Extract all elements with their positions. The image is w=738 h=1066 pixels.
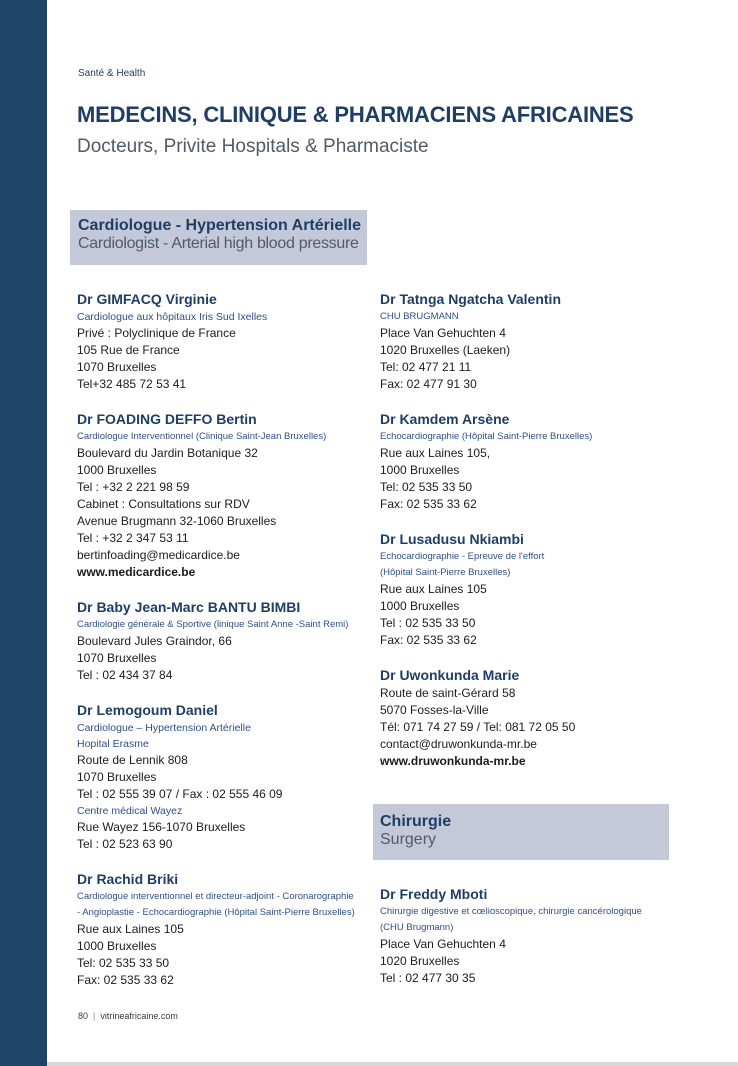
doctor-detail: Fax: 02 535 33 62 [77,973,174,987]
doctor-specialty: Echocardiographie - Epreuve de l'effort [380,551,545,562]
doctor-detail: Place Van Gehuchten 4 [380,937,506,951]
category-title: Cardiologue - Hypertension Artérielle [78,217,362,234]
doctor-detail: Cabinet : Consultations sur RDV [77,497,250,511]
doctor-detail: 1020 Bruxelles [380,954,460,968]
doctor-detail: 1000 Bruxelles [380,599,460,613]
doctor-detail: Rue aux Laines 105 [77,922,184,936]
doctor-specialty: Cardiologue interventionnel et directeur-adjoint - Coronarographie [77,891,354,902]
doctor-specialty: Hopital Erasme [77,738,149,750]
doctor-detail: Privé : Polyclinique de France [77,326,236,340]
page-number: 80 [78,1011,89,1021]
doctor-detail: Place Van Gehuchten 4 [380,326,506,340]
page-title: MEDECINS, CLINIQUE & PHARMACIENS AFRICAINES [77,102,634,127]
doctor-detail: Tel : 02 535 33 50 [380,616,476,630]
doctor-name: Dr Rachid Briki [77,871,179,887]
doctor-detail: contact@druwonkunda-mr.be [380,737,537,751]
doctor-detail: 1070 Bruxelles [77,360,157,374]
doctor-specialty: Cardiologie générale & Sportive (linique Saint Anne -Saint Remi) [77,619,349,630]
doctor-detail: Rue Wayez 156-1070 Bruxelles [77,820,246,834]
doctor-specialty: CHU BRUGMANN [380,311,459,322]
doctor-detail: Tél: 071 74 27 59 / Tel: 081 72 05 50 [380,720,576,734]
doctor-entry [380,289,680,393]
doctor-detail: 1070 Bruxelles [77,651,157,665]
doctor-specialty: (Hôpital Saint-Pierre Bruxelles) [380,567,511,578]
doctor-name: Dr Kamdem Arsène [380,411,510,427]
doctor-name: Dr GIMFACQ Virginie [77,291,217,307]
doctor-specialty: Centre médical Wayez [77,805,183,817]
category-subtitle: Surgery [380,831,437,848]
doctor-entry [77,289,377,393]
doctor-detail: 1000 Bruxelles [77,463,157,477]
doctor-detail: Fax: 02 535 33 62 [380,633,477,647]
doctor-list-surgery [380,884,680,1003]
doctor-detail: Tel : 02 523 63 90 [77,837,173,851]
doctor-specialty: Cardiologue aux hôpitaux Iris Sud Ixelles [77,311,268,323]
footer-site: vitrineafricaine.com [100,1011,178,1021]
doctor-name: Dr Lusadusu Nkiambi [380,531,524,547]
doctor-detail: Fax: 02 535 33 62 [380,497,477,511]
doctor-name: Dr Freddy Mboti [380,886,488,902]
doctor-detail: Route de Lennik 808 [77,753,188,767]
doctor-detail: 1000 Bruxelles [380,463,460,477]
side-bar [0,0,47,1066]
doctor-detail: Rue aux Laines 105 [380,582,487,596]
doctor-detail: 1070 Bruxelles [77,770,157,784]
doctor-detail: Route de saint-Gérard 58 [380,686,516,700]
doctor-detail: Boulevard Jules Graindor, 66 [77,634,232,648]
doctor-detail: Tel : 02 555 39 07 / Fax : 02 555 46 09 [77,787,283,801]
doctor-detail: Avenue Brugmann 32-1060 Bruxelles [77,514,277,528]
doctor-entry [77,409,377,581]
doctor-detail: Boulevard du Jardin Botanique 32 [77,446,258,460]
category-subtitle: Cardiologist - Arterial high blood pressure [78,235,359,252]
doctor-detail: www.medicardice.be [77,565,196,579]
doctor-entry [380,529,680,649]
category-surgery [373,804,669,860]
category-cardiology [70,210,367,265]
doctor-entry [380,665,680,770]
doctor-detail: Tel: 02 477 21 11 [380,360,472,374]
doctor-detail: 1020 Bruxelles (Laeken) [380,343,511,357]
page-subtitle: Docteurs, Privite Hospitals & Pharmaciste [77,136,429,157]
doctor-detail: Tel+32 485 72 53 41 [77,377,187,391]
doctor-detail: bertinfoading@medicardice.be [77,548,240,562]
doctor-list-left [77,289,377,1005]
doctor-entry [77,869,377,989]
doctor-detail: Tel : +32 2 221 98 59 [77,480,190,494]
doctor-specialty: Chirurgie digestive et cœlioscopique, chirurgie cancérologique [380,906,642,917]
doctor-name: Dr Baby Jean-Marc BANTU BIMBI [77,599,301,615]
doctor-detail: Tel : 02 434 37 84 [77,668,173,682]
doctor-entry [77,597,377,684]
section-tag: Santé & Health [78,68,146,79]
doctor-detail: Fax: 02 477 91 30 [380,377,477,391]
doctor-name: Dr Lemogoum Daniel [77,702,218,718]
doctor-detail: Tel : +32 2 347 53 11 [77,531,189,545]
doctor-detail: Tel : 02 477 30 35 [380,971,476,985]
doctor-detail: Tel: 02 535 33 50 [380,480,473,494]
doctor-detail: Rue aux Laines 105, [380,446,491,460]
doctor-specialty: Cardiologue Interventionnel (Clinique Saint-Jean Bruxelles) [77,431,327,442]
doctor-name: Dr Uwonkunda Marie [380,667,520,683]
doctor-detail: 105 Rue de France [77,343,180,357]
category-title: Chirurgie [380,813,452,830]
footer-separator: | [93,1011,96,1021]
doctor-specialty: Cardiologue – Hypertension Artérielle [77,722,251,734]
doctor-detail: 1000 Bruxelles [77,939,157,953]
doctor-specialty: - Angioplastie - Echocardiographie (Hôpital Saint-Pierre Bruxelles) [77,907,355,918]
bottom-divider [47,1062,738,1066]
page-footer [78,1011,178,1021]
doctor-name: Dr FOADING DEFFO Bertin [77,411,257,427]
doctor-entry [380,884,680,987]
doctor-specialty: Echocardiographie (Hôpital Saint-Pierre Bruxelles) [380,431,593,442]
doctor-entry [77,700,377,853]
doctor-list-right [380,289,680,786]
doctor-entry [380,409,680,513]
doctor-detail: Tel: 02 535 33 50 [77,956,170,970]
doctor-specialty: (CHU Brugmann) [380,922,454,933]
doctor-name: Dr Tatnga Ngatcha Valentin [380,291,561,307]
doctor-detail: 5070 Fosses-la-Ville [380,703,489,717]
doctor-detail: www.druwonkunda-mr.be [380,754,526,768]
